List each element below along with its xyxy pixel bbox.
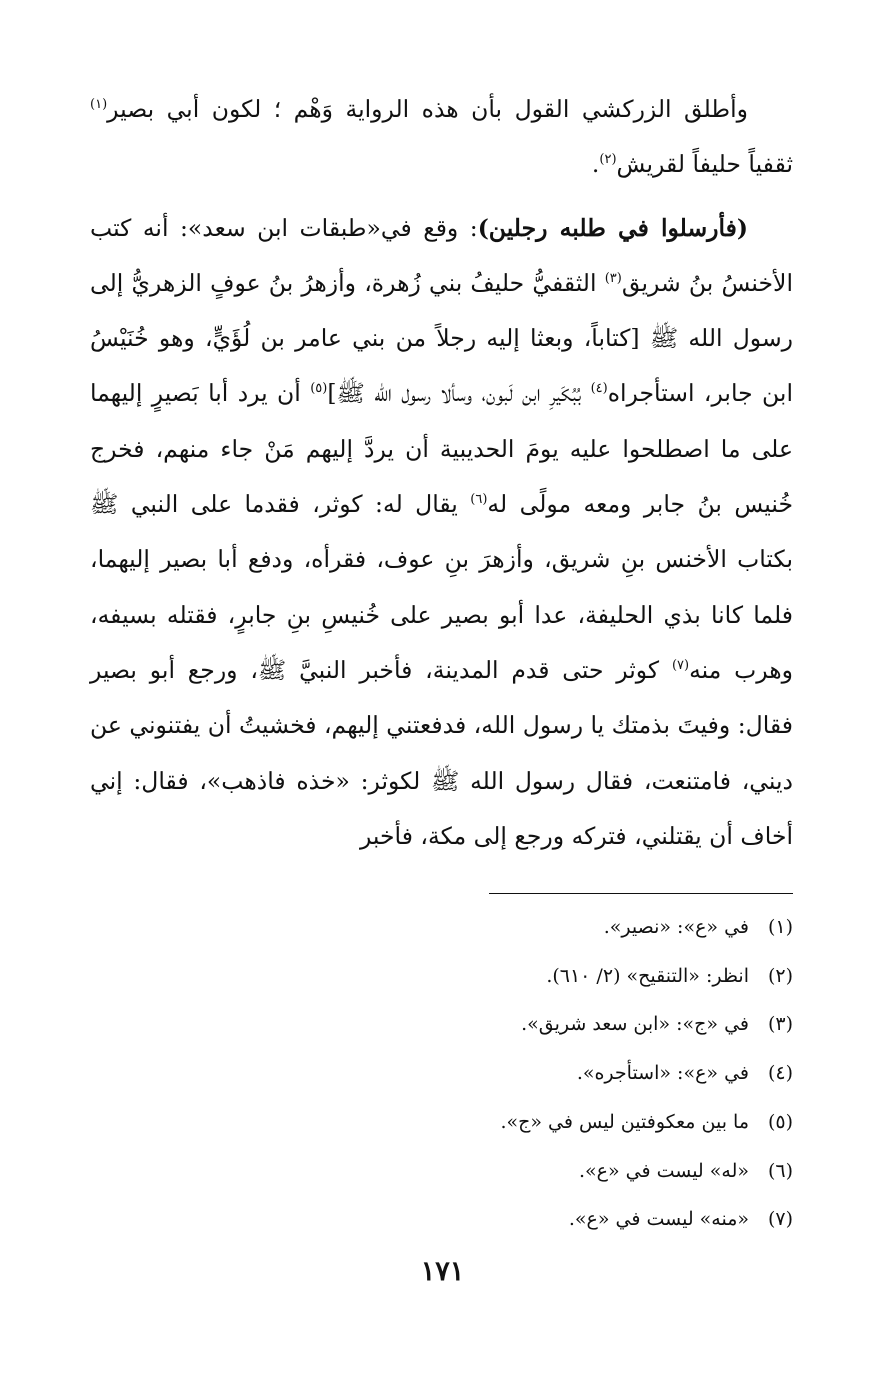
text-segment: كوثر حتى قدم المدينة، فأخبر النبيَّ ﷺ، ورجع أبو بصير فقال: وفيتَ بذمتك يا رسول الله، فدفعتني إليهم، فخشيتُ أن يفتنوني عن ديني، فامتنعت، فقال رسول الله ﷺ لكوثر: «خذه فاذهب»، فقال: إني أخاف أن يقتلني، فتركه ورجع إلى مكة، فأخبر (89, 655, 793, 850)
footnote-item (93, 1098, 793, 1147)
footnote-reference: (٣) (604, 271, 622, 287)
footnote-text: ما بين معكوفتين ليس في «ج». (500, 1110, 749, 1133)
footnote-item (93, 1049, 793, 1098)
footnote-item (93, 1147, 793, 1196)
paragraph (90, 201, 793, 865)
footnote-number: (٣) (767, 1013, 793, 1036)
footnote-reference: (٦) (470, 492, 488, 508)
paragraph (90, 82, 793, 193)
footnote-text: «منه» ليست في «ع». (568, 1208, 749, 1231)
text-segment: أن يرد أبا بَصيرٍ إليهما على ما اصطلحوا عليه يومَ الحديبية أن يردَّ إليهم مَنْ جاء منهم، فخرج خُنيس بنُ جابر ومعه مولًى له (90, 379, 793, 519)
bold-heading-phrase: (فأرسلوا في طلبه رجلين) (477, 213, 749, 242)
footnote-number: (٢) (767, 964, 793, 987)
text-segment: ثقفياً حليفاً لقريش (616, 150, 793, 179)
footnote-text: في «ج»: «ابن سعد شريق». (521, 1013, 749, 1036)
footnote-text: في «ع»: «نصير». (603, 916, 749, 938)
footnote-text: انظر: «التنقيح» (٢/ ٦١٠). (546, 964, 749, 987)
footnote-item (93, 952, 793, 1001)
main-text (90, 82, 793, 864)
footnote-reference: (٤) (590, 381, 608, 397)
text-segment: . (591, 150, 600, 179)
footnote-item (93, 903, 793, 952)
footnotes (93, 903, 793, 1244)
footnote-number: (٤) (767, 1062, 793, 1085)
footnote-number: (١) (767, 916, 793, 938)
page-number: ١٧١ (420, 1256, 465, 1287)
footnote-reference: (٢) (599, 152, 617, 168)
text-segment: وأطلق الزركشي القول بأن هذه الرواية وَهْم ؛ لكون أبي بصير (107, 95, 748, 123)
footnote-reference: (٧) (671, 658, 690, 674)
text-segment: يقال له: كوثر، فقدما على النبي ﷺ بكتاب الأخنس بنِ شريق، وأزهرَ بنِ عوف، فقرأه، ودفع أبا بصير إليهما، فلما كانا بذي الحليفة، عدا أبو بصير على خُنيسِ بنِ جابرٍ، فقتله بسيفه، وهرب منه (90, 490, 793, 684)
footnote-item (93, 1195, 793, 1244)
text-segment: الثقفيُّ حليفُ بني زُهرة، وأزهرُ بنُ عوفٍ الزهريُّ إلى رسول الله ﷺ [كتاباً، وبعثا إليه رجلاً من بني عامر بن لُؤَيٍّ، وهو خُنَيْسُ ابن جابر، استأجراه (90, 268, 794, 408)
footnote-reference: (١) (90, 97, 108, 113)
text-segment: : وقع في«طبقات ابن سعد»: أنه كتب الأخنسُ بنُ شريق (90, 213, 793, 297)
footnote-reference: (٥) (310, 381, 328, 397)
footnote-text: «له» ليست في «ع». (578, 1159, 749, 1182)
text-segment: بُبُكَيرِ ابن لَبون، وسألا رسول الله ﷺ] (327, 379, 591, 408)
footnote-text: في «ع»: «استأجره». (576, 1062, 749, 1085)
footnote-separator (489, 893, 793, 894)
footnote-number: (٦) (767, 1159, 793, 1182)
footnote-number: (٥) (767, 1110, 793, 1133)
footnote-number: (٧) (767, 1208, 793, 1231)
footnote-item (93, 1000, 793, 1049)
